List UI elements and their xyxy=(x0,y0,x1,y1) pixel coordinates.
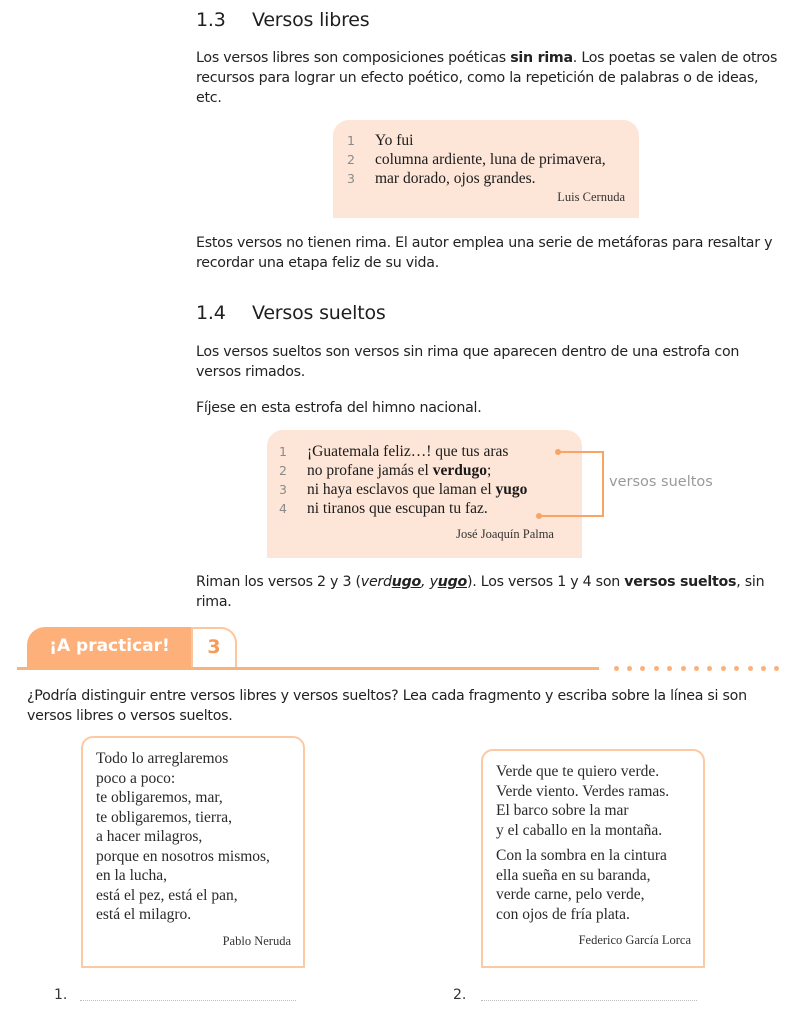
practice-rule xyxy=(17,667,599,670)
poem-author: Luis Cernuda xyxy=(557,190,625,204)
section-number: 1.3 xyxy=(196,9,226,31)
practice-dotted-rule xyxy=(610,667,790,673)
fragment-line: te obligaremos, tierra, xyxy=(96,808,233,826)
versos-libres-intro xyxy=(196,48,786,108)
versos-sueltos-conclusion xyxy=(196,572,786,612)
fragment-line: Verde viento. Verdes ramas. xyxy=(496,782,670,800)
poem-line xyxy=(279,480,582,499)
fragment-line: te obligaremos, mar, xyxy=(96,789,223,806)
answer-1-input[interactable] xyxy=(80,999,296,1001)
bracket-dot-4 xyxy=(534,512,554,520)
fragment-line: en la lucha, xyxy=(96,867,168,884)
versos-sueltos-intro: Los versos sueltos son versos sin rima que aparecen dentro de una estrofa con versos rimados. xyxy=(196,344,740,380)
line-number: 1 xyxy=(347,133,355,148)
fragment-line: está el pez, está el pan, xyxy=(96,886,238,904)
line-text: ¡Guatemala feliz…! que tus aras xyxy=(307,443,509,460)
fragment-line: porque en nosotros mismos, xyxy=(96,847,270,865)
line-number: 3 xyxy=(279,482,287,497)
line-text: columna ardiente, luna de primavera, xyxy=(375,151,606,168)
poem-box-himno xyxy=(267,430,582,558)
line-text: ni haya esclavos que laman el xyxy=(307,481,496,498)
versos-libres-explanation: Estos versos no tienen rima. El autor emplea una serie de metáforas para resaltar y recordar una etapa feliz de su vida. xyxy=(196,235,773,271)
practice-instructions: ¿Podría distinguir entre versos libres y versos sueltos? Lea cada fragmento y escriba sobre la línea si son versos libres o versos sueltos. xyxy=(27,688,747,724)
line-text: ni tiranos que escupan tu faz. xyxy=(307,500,488,517)
rhyme-word: verdugo xyxy=(432,462,487,479)
section-title: Versos sueltos xyxy=(252,302,386,324)
text: Los versos libres son composiciones poéticas xyxy=(196,50,511,66)
line-text: mar dorado, ojos grandes. xyxy=(375,170,536,187)
section-title: Versos libres xyxy=(252,9,370,31)
text: , sin rima. xyxy=(196,574,765,610)
line-number: 1 xyxy=(279,444,287,459)
poem-line xyxy=(279,442,582,461)
line-text: Yo fui xyxy=(375,132,414,149)
poem-line xyxy=(347,150,639,169)
fragment-line: con ojos de fría plata. xyxy=(496,905,630,923)
line-text: ; xyxy=(486,462,492,479)
fragment-line: Con la sombra en la cintura xyxy=(496,847,667,864)
rhyme-word: yugo xyxy=(495,481,528,498)
fragment-2-box xyxy=(481,749,705,968)
text: . Los poetas se valen de otros recursos para lograr un efecto poético, como la repetición de palabras o de ideas, etc. xyxy=(196,50,778,106)
poem-author: José Joaquín Palma xyxy=(456,527,554,541)
fragment-author: Pablo Neruda xyxy=(222,933,291,948)
text: Riman los versos 2 y 3 ( xyxy=(196,574,361,590)
answer-2-label: 2. xyxy=(453,987,467,1003)
poem-box-cernuda xyxy=(333,120,639,218)
fragment-line: Verde que te quiero verde. xyxy=(496,763,660,780)
rhyme-ending: ugo xyxy=(391,574,422,590)
line-number: 4 xyxy=(279,501,287,516)
fragment-line: verde carne, pelo verde, xyxy=(496,886,645,903)
line-number: 2 xyxy=(279,463,287,478)
answer-2-input[interactable] xyxy=(481,999,697,1001)
fragment-line: poco a poco: xyxy=(96,769,176,787)
text: verd xyxy=(360,574,392,590)
section-heading-1-3 xyxy=(196,9,370,31)
fragment-line: ella sueña en su baranda, xyxy=(496,866,651,884)
fragment-line: Todo lo arreglaremos xyxy=(96,750,229,767)
poem-line xyxy=(279,461,582,480)
fragment-1-box xyxy=(81,736,305,968)
fragment-line: y el caballo en la montaña. xyxy=(496,821,663,839)
fragment-line: está el milagro. xyxy=(96,906,192,923)
poem-line xyxy=(347,131,639,150)
text: , xyxy=(421,574,430,590)
bold-text: versos sueltos xyxy=(624,574,737,590)
bracket-label: versos sueltos xyxy=(609,474,713,490)
rhyme-ending: ugo xyxy=(437,574,467,590)
himno-prompt: Fíjese en esta estrofa del himno nacional. xyxy=(196,400,482,416)
line-number: 2 xyxy=(347,152,355,167)
line-number: 3 xyxy=(347,171,355,186)
fragment-line: a hacer milagros, xyxy=(96,828,203,845)
practice-tab-number: 3 xyxy=(191,627,237,668)
fragment-author: Federico García Lorca xyxy=(578,933,691,947)
bracket-line xyxy=(550,452,603,516)
section-heading-1-4 xyxy=(196,302,386,324)
practice-tab-label: ¡A practicar! xyxy=(27,627,192,667)
answer-1-label: 1. xyxy=(54,987,68,1003)
versos-sueltos-bracket xyxy=(550,445,610,521)
line-text: no profane jamás el xyxy=(307,462,433,479)
text: y xyxy=(429,574,438,590)
text: ). Los versos 1 y 4 son xyxy=(466,574,625,590)
bold-text: sin rima xyxy=(510,50,573,66)
section-number: 1.4 xyxy=(196,302,226,324)
fragment-line: El barco sobre la mar xyxy=(496,802,629,819)
poem-line xyxy=(347,169,639,188)
